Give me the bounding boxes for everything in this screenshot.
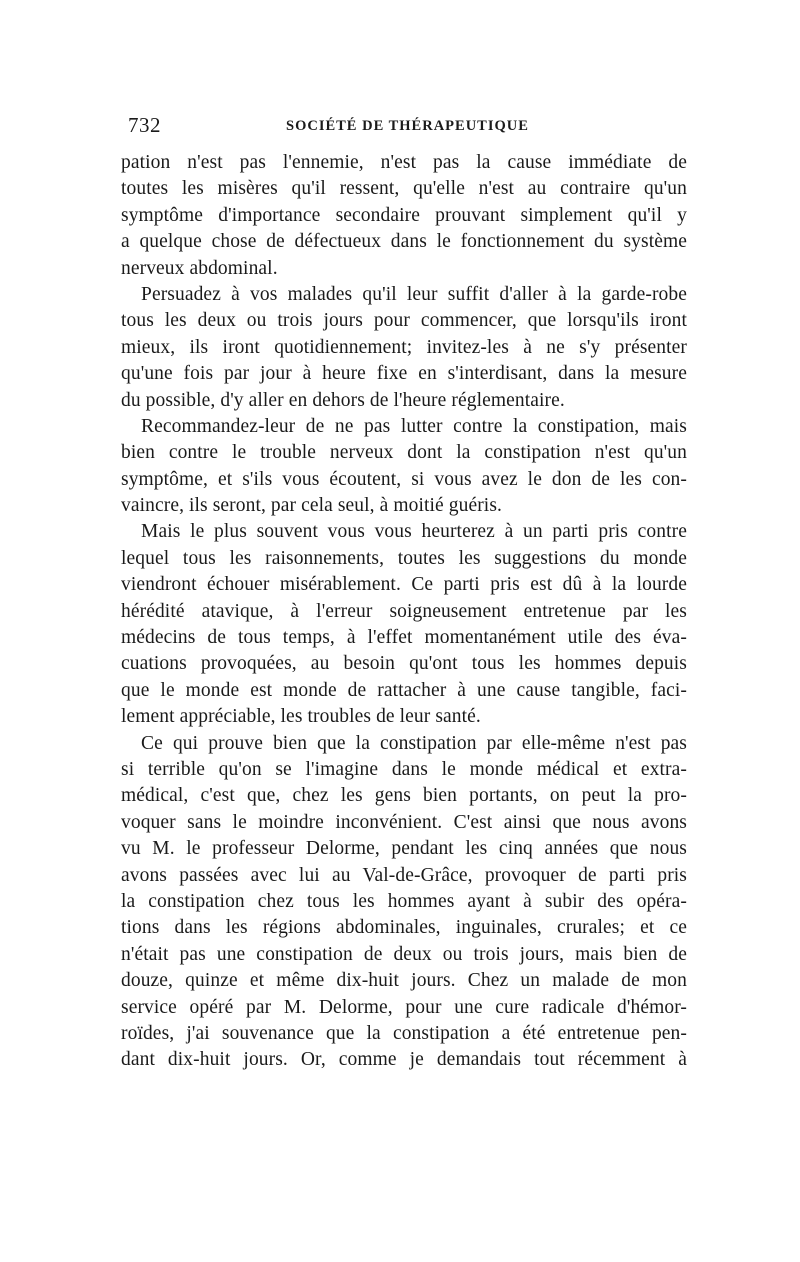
text-line: nerveux abdominal. (121, 257, 278, 279)
text-line: dant dix-huit jours. Or, comme je demandais tout récemment à (121, 1049, 687, 1071)
text-line: bien contre le trouble nerveux dont la constipation n'est qu'un (121, 442, 687, 464)
text-line: Mais le plus souvent vous vous heurterez à un parti pris contre (141, 521, 687, 543)
body-text (121, 150, 687, 1074)
text-line: toutes les misères qu'il ressent, qu'elle n'est au contraire qu'un (121, 178, 687, 200)
text-line: viendront échouer misérablement. Ce parti pris est dû à la lourde (121, 574, 687, 596)
text-line: Recommandez-leur de ne pas lutter contre la constipation, mais (141, 415, 687, 437)
text-line: pation n'est pas l'ennemie, n'est pas la cause immédiate de (121, 152, 687, 173)
text-line: service opéré par M. Delorme, pour une cure radicale d'hémor- (121, 996, 687, 1018)
text-line: tions dans les régions abdominales, inguinales, crurales; et ce (121, 917, 687, 939)
text-line: médecins de tous temps, à l'effet momentanément utile des éva- (121, 627, 687, 649)
text-line: n'était pas une constipation de deux ou trois jours, mais bien de (121, 943, 687, 965)
text-line: hérédité atavique, à l'erreur soigneusement entretenue par les (121, 600, 687, 622)
text-line: vu M. le professeur Delorme, pendant les cinq années que nous (121, 838, 687, 860)
text-line: symptôme, et s'ils vous écoutent, si vous avez le don de les con- (121, 468, 687, 490)
journal-title: SOCIÉTÉ DE THÉRAPEUTIQUE (286, 118, 529, 134)
text-line: tous les deux ou trois jours pour commencer, que lorsqu'ils iront (121, 310, 687, 332)
text-line: qu'une fois par jour à heure fixe en s'interdisant, dans la mesure (121, 363, 687, 385)
text-line: lequel tous les raisonnements, toutes les suggestions du monde (121, 547, 687, 569)
page-number: 732 (128, 113, 161, 137)
text-line: symptôme d'importance secondaire prouvant simplement qu'il y (121, 204, 687, 226)
text-line: mieux, ils iront quotidiennement; invitez-les à ne s'y présenter (121, 336, 687, 358)
text-line: si terrible qu'on se l'imagine dans le monde médical et extra- (121, 758, 687, 780)
text-line: du possible, d'y aller en dehors de l'heure réglementaire. (121, 389, 565, 411)
text-line: lement appréciable, les troubles de leur santé. (121, 706, 481, 728)
text-line: a quelque chose de défectueux dans le fonctionnement du système (121, 231, 687, 253)
text-line: voquer sans le moindre inconvénient. C'est ainsi que nous avons (121, 811, 687, 833)
text-line: médical, c'est que, chez les gens bien portants, on peut la pro- (121, 785, 687, 807)
text-line: que le monde est monde de rattacher à une cause tangible, faci- (121, 679, 687, 701)
text-line: Ce qui prouve bien que la constipation par elle-même n'est pas (141, 732, 687, 754)
text-line: douze, quinze et même dix-huit jours. Chez un malade de mon (121, 970, 687, 992)
text-line: Persuadez à vos malades qu'il leur suffit d'aller à la garde-robe (141, 283, 687, 305)
text-line: avons passées avec lui au Val-de-Grâce, provoquer de parti pris (121, 864, 687, 886)
text-line: vaincre, ils seront, par cela seul, à moitié guéris. (121, 495, 502, 517)
text-line: la constipation chez tous les hommes ayant à subir des opéra- (121, 890, 687, 912)
text-line: roïdes, j'ai souvenance que la constipation a été entretenue pen- (121, 1022, 687, 1044)
text-line: cuations provoquées, au besoin qu'ont tous les hommes depuis (121, 653, 687, 675)
running-head (128, 113, 686, 143)
